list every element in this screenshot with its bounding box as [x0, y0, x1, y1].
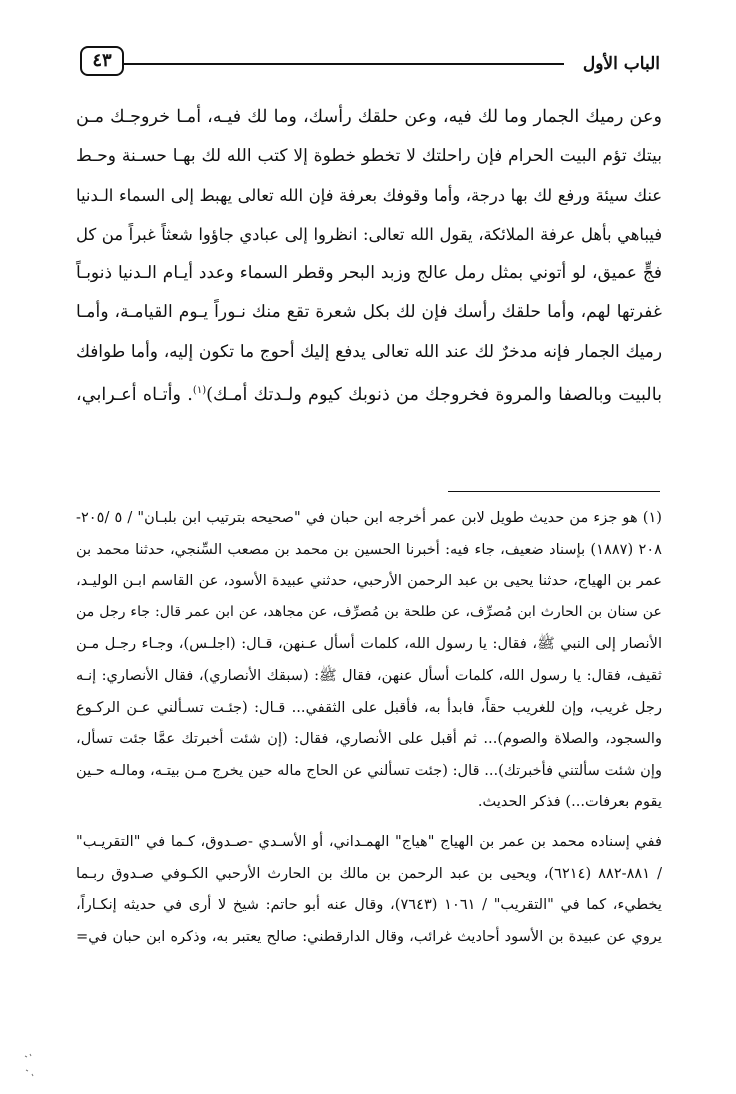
footnote-divider	[448, 491, 660, 492]
footnote-line: رجل غريب، وإن للغريب حقاً، فابدأ به، فأقبل على الثقفي... قـال: (جئـت تسـألني عـن الركـوع	[76, 698, 662, 716]
footnote-line: عمر بن الهياج، حدثنا يحيى بن عبد الرحمن الأرحبي، حدثني عبيدة الأسود، عن القاسم ابـن الوليـد،	[76, 572, 662, 590]
footnote-line: (١) هو جزء من حديث طويل لابن عمر أخرجه ابن حبان في "صحيحه بترتيب ابن بلبـان" / ٥ /٢٠٥-	[76, 509, 662, 526]
text-line: فجٍّ عميق، لو أتوني بمثل رمل عالج وزبد البحر وقطر السماء وعدد أيـام الـدنيا ذنوبـاً	[76, 263, 662, 283]
footnote-line: عن سنان بن الحارث ابن مُصرِّف، عن طلحة بن مُصرِّف، عن مجاهد، عن ابن عمر قال: جاء رجل من	[76, 603, 662, 620]
text-line: وعن رميك الجمار وما لك فيه، وعن حلقك رأسك، وما لك فيـه، أمـا خروجـك مـن	[76, 107, 662, 127]
footnote-line: والسجود، والصلاة والصوم)... ثم أقبل على الأنصاري، فقال: (إن شئت أخبرتك عمَّا جئت تسأل،	[76, 730, 662, 748]
text-line: عنك سيئة ورفع لك بها درجة، وأما وقوفك بعرفة فإن الله تعالى يهبط إلى السماء الـدنيا	[76, 186, 662, 205]
footnote-reference: (١)	[192, 385, 207, 396]
text-line: فيباهي بأهل عرفة الملائكة، يقول الله تعالى: انظروا إلى عبادي جاؤوا شعثاً غبراً من كل	[76, 225, 662, 244]
text-line: رميك الجمار فإنه مدخرٌ لك عند الله تعالى يدفع إليك أحوج ما تكون إليه، وأما طوافك	[76, 341, 662, 361]
text-line: غفرتها لهم، وأما حلقك رأسك فإن لك بكل شعرة تقع منك نـوراً يـوم القيامـة، وأمـا	[76, 302, 662, 322]
text-segment: بالبيت وبالصفا والمروة فخروجك من ذنوبك كيوم ولـدتك أمـك)	[206, 384, 663, 405]
text-line	[76, 371, 662, 415]
footnotes	[76, 502, 662, 952]
footnote-line: الأنصار إلى النبي ﷺ، فقال: يا رسول الله، كلمات أسأل عـنهن، قـال: (اجلـس)، وجـاء رجـل مـن	[76, 635, 662, 653]
main-text	[76, 98, 662, 415]
footnote-line: يقوم بعرفات...) فذكر الحديث.	[477, 793, 662, 811]
text-line: بيتك تؤم البيت الحرام فإن راحلتك لا تخطو خطوة إلا كتب الله لك بهـا حسـنة وحـط	[76, 146, 662, 166]
paragraph-gap	[76, 818, 662, 826]
footnote-line: / ٨٨١-٨٨٢ (٦٢١٤)، ويحيى بن عبد الرحمن بن مالك بن الحارث الأرحبي الكـوفي صـدوق ربـما	[76, 864, 662, 882]
running-header	[80, 44, 660, 84]
header-rule	[124, 63, 564, 65]
chapter-title: الباب الأول	[582, 54, 660, 74]
footnote-line: وإن شئت سألتني فأخبرتك)... قال: (جئت تسألني عن الحاج ماله حين يخرج مـن بيتـه، ومالـه حـين	[76, 761, 662, 779]
footnote-line: ففي إسناده محمد بن عمر بن الهياج "هياج" الهمـداني، أو الأسـدي -صـدوق، كـما في "التقريـب"	[76, 832, 662, 850]
page-number: ٤٣	[80, 46, 124, 76]
text-segment: . وأتـاه أعـرابي،	[76, 384, 193, 405]
margin-mark	[22, 1052, 36, 1082]
footnote-line: يروي عن عبيدة بن الأسود أحاديث غرائب، وقال الدارقطني: صالح يعتبر به، وذكره ابن حبان في=	[76, 927, 662, 945]
footnote-line: ٢٠٨ (١٨٨٧) بإسناد ضعيف، جاء فيه: أخبرنا الحسين بن محمد بن مصعب السِّنجي، حدثنا محمد بن	[76, 540, 662, 558]
footnote-line: يخطيء، كما في "التقريب" / ١٠٦١ (٧٦٤٣)، وقال عنه أبو حاتم: شيخ لا أرى في حديثه إنكـاراً،	[76, 896, 662, 914]
footnote-line: ثقيف، فقال: يا رسول الله، كلمات أسأل عنهن، فقال ﷺ: (سبقك الأنصاري)، فقال الأنصاري: إنـه	[76, 666, 662, 684]
